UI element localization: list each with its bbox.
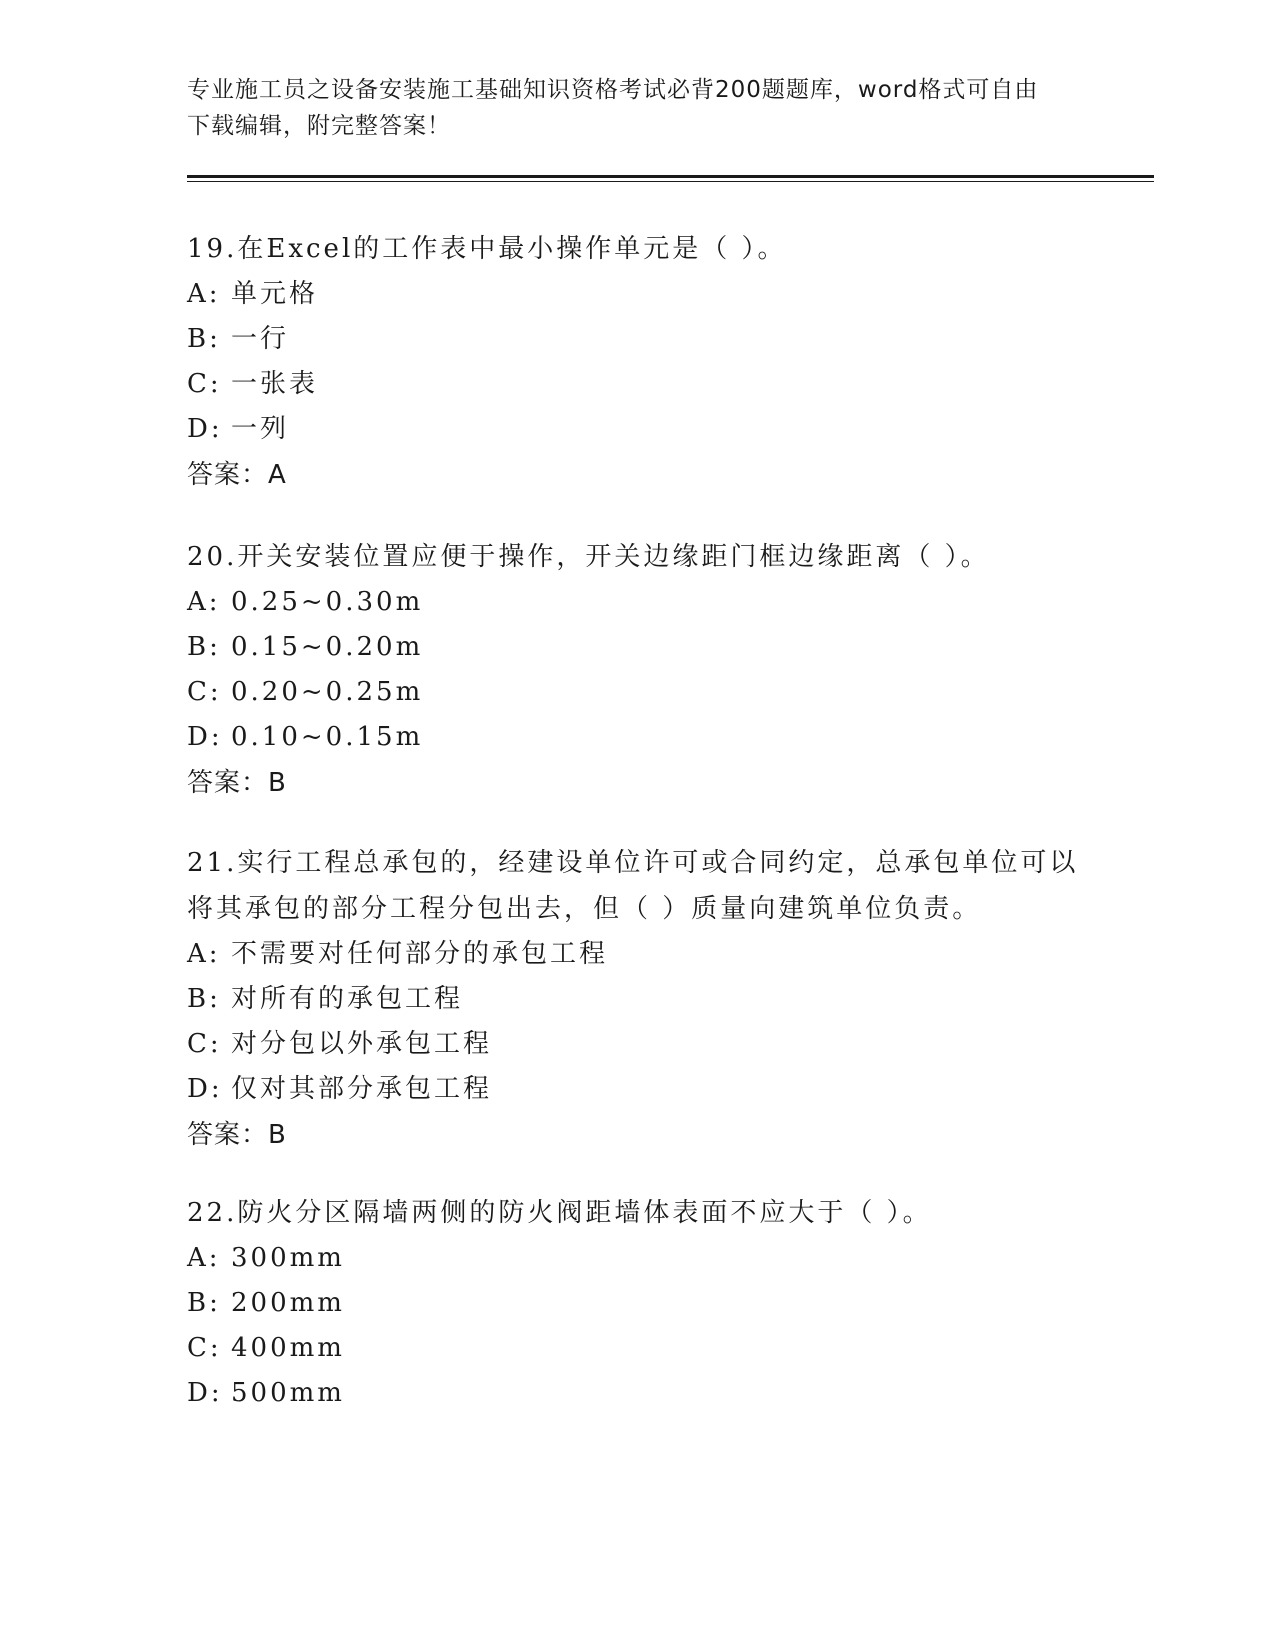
- option-letter: D:: [187, 722, 223, 752]
- option-d: [187, 1067, 1087, 1112]
- header-divider-thin: [187, 181, 1154, 182]
- option-b: [187, 317, 1087, 362]
- option-text: 对所有的承包工程: [231, 984, 464, 1014]
- question-text: 20.开关安装位置应便于操作，开关边缘距门框边缘距离（ ）。: [187, 542, 990, 572]
- question-19: [187, 226, 1087, 498]
- option-text: 500mm: [231, 1378, 345, 1408]
- option-text: 0.25~0.30m: [231, 587, 424, 617]
- option-letter: B:: [187, 632, 221, 662]
- answer: 答案：B: [187, 768, 287, 798]
- answer: 答案：B: [187, 1120, 287, 1150]
- option-letter: A:: [187, 939, 221, 969]
- option-c: [187, 670, 1087, 715]
- option-a: [187, 932, 1087, 977]
- option-letter: D:: [187, 1074, 223, 1104]
- option-letter: A:: [187, 1243, 221, 1273]
- question-20: [187, 534, 1087, 806]
- option-letter: D:: [187, 414, 223, 444]
- question-21: [187, 840, 1087, 1158]
- option-letter: C:: [187, 1333, 222, 1363]
- option-text: 0.20~0.25m: [231, 677, 424, 707]
- option-text: 一张表: [231, 369, 319, 399]
- option-letter: B:: [187, 1288, 221, 1318]
- option-c: [187, 1326, 1087, 1371]
- option-c: [187, 1022, 1087, 1067]
- question-text-line-2: 将其承包的部分工程分包出去，但（ ）质量向建筑单位负责。: [187, 894, 982, 924]
- option-b: [187, 1281, 1087, 1326]
- option-text: 单元格: [231, 279, 319, 309]
- question-text: 22.防火分区隔墙两侧的防火阀距墙体表面不应大于（ ）。: [187, 1198, 932, 1228]
- option-text: 一行: [231, 324, 290, 354]
- option-text: 仅对其部分承包工程: [231, 1074, 493, 1104]
- option-text: 对分包以外承包工程: [231, 1029, 493, 1059]
- option-c: [187, 362, 1087, 407]
- question-text: 21.实行工程总承包的，经建设单位许可或合同约定，总承包单位可以: [187, 848, 1079, 878]
- option-d: [187, 1371, 1087, 1416]
- option-letter: D:: [187, 1378, 223, 1408]
- header-divider-thick: [187, 175, 1154, 178]
- option-text: 一列: [231, 414, 290, 444]
- option-letter: C:: [187, 1029, 222, 1059]
- option-letter: A:: [187, 279, 221, 309]
- option-d: [187, 715, 1087, 760]
- option-b: [187, 625, 1087, 670]
- header-title-line-1: 专业施工员之设备安装施工基础知识资格考试必背200题题库，word格式可自由: [187, 77, 1039, 103]
- option-text: 300mm: [231, 1243, 345, 1273]
- option-letter: B:: [187, 984, 221, 1014]
- option-letter: C:: [187, 677, 222, 707]
- option-text: 200mm: [231, 1288, 345, 1318]
- document-header: [187, 72, 1087, 144]
- option-b: [187, 977, 1087, 1022]
- option-a: [187, 580, 1087, 625]
- question-text: 19.在Excel的工作表中最小操作单元是（ ）。: [187, 234, 787, 264]
- option-letter: B:: [187, 324, 221, 354]
- option-text: 400mm: [231, 1333, 345, 1363]
- answer: 答案：A: [187, 460, 287, 490]
- question-22: [187, 1190, 1087, 1416]
- option-text: 不需要对任何部分的承包工程: [231, 939, 609, 969]
- header-title-line-2: 下载编辑，附完整答案！: [187, 113, 451, 139]
- option-text: 0.10~0.15m: [231, 722, 424, 752]
- option-letter: C:: [187, 369, 222, 399]
- option-a: [187, 1236, 1087, 1281]
- option-d: [187, 407, 1087, 452]
- option-letter: A:: [187, 587, 221, 617]
- option-a: [187, 272, 1087, 317]
- option-text: 0.15~0.20m: [231, 632, 424, 662]
